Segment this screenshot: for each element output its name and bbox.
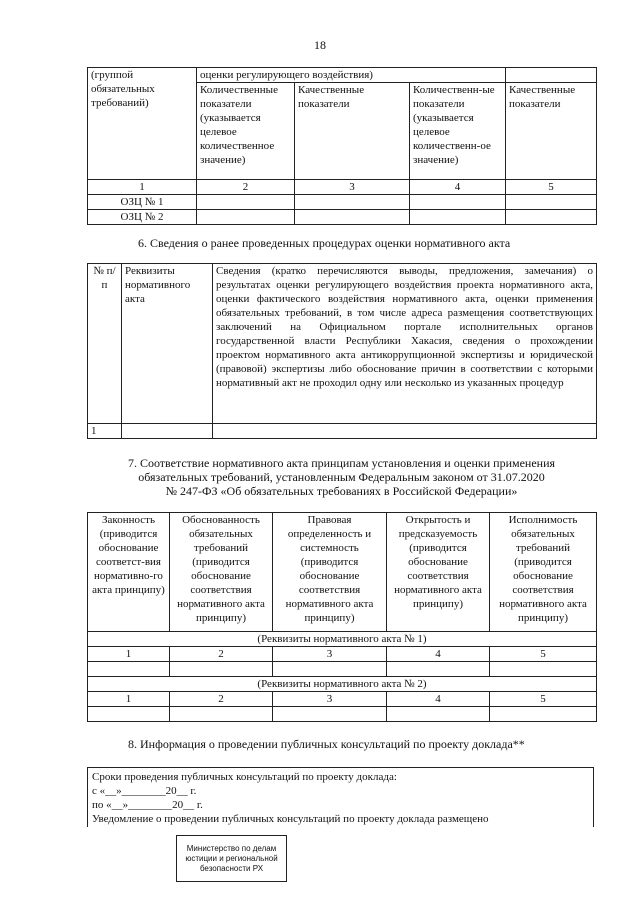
column-number: 1	[88, 692, 170, 707]
section-6-heading: 6. Сведения о ранее проведенных процедурах оценки нормативного акта	[138, 236, 511, 250]
column-number: 4	[410, 180, 506, 195]
column-number: 3	[295, 180, 410, 195]
section-7-heading-line-1: 7. Соответствие нормативного акта принципам установления и оценки применения	[127, 456, 556, 470]
consultations-end-date: по «__»________20__ г.	[92, 799, 203, 811]
column-number: 4	[387, 647, 490, 662]
consultations-box	[87, 767, 594, 827]
column-number: 5	[506, 180, 597, 195]
column-number: 4	[387, 692, 490, 707]
consultations-notice-text: Уведомление о проведении публичных консультаций по проекту доклада размещено	[92, 813, 489, 825]
act-details-header: Реквизиты нормативного акта	[122, 264, 213, 424]
legal-certainty-header: Правовая определенность и системность (приводится обоснование соответствия нормативного акта принципу)	[273, 513, 387, 632]
quantitative-indicators-header-2: Количественн-ые показатели (указывается целевое количественн-ое значение)	[410, 83, 506, 180]
column-number: 1	[88, 180, 197, 195]
ministry-stamp: Министерство по делам юстиции и региональной безопасности РХ	[176, 835, 287, 882]
legality-header: Законность (приводится обоснование соответст-вия нормативно-го акта принципу)	[88, 513, 170, 632]
quantitative-indicators-header: Количественные показатели (указывается целевое количественное значение)	[197, 83, 295, 180]
column-number: 2	[197, 180, 295, 195]
information-header: Сведения (кратко перечисляются выводы, предложения, замечания) о результатах оценки регулирующего воздействия проекта нормативного акта, оценки фактического воздействия нормативного акта, оценки применения обязательных требований, в том числе адреса размещения соответствующих заключений на Официальном портале исполнительных органов государственной власти Республики Хакасия, сведения о прохождении проектом нормативного акта антикоррупционной экспертизы и юридической (правовой) экспертизы либо обоснование причин в соответствии с которыми нормативный акт не проходил одну или несколько из указанных процедур	[213, 264, 597, 424]
openness-header: Открытость и предсказуемость (приводится обоснование соответствия нормативного акта принципу)	[387, 513, 490, 632]
act-2-label: (Реквизиты нормативного акта № 2)	[88, 677, 597, 692]
section-7-heading-line-3: № 247-ФЗ «Об обязательных требованиях в Российской Федерации»	[165, 484, 518, 498]
act-1-label: (Реквизиты нормативного акта № 1)	[88, 632, 597, 647]
section-7-heading-line-2: обязательных требований, установленным Федеральным законом от 31.07.2020	[138, 470, 545, 484]
section-8-heading: 8. Информация о проведении публичных консультаций по проекту доклада**	[128, 737, 525, 751]
column-number: 2	[170, 647, 273, 662]
number-header: № п/п	[88, 264, 122, 424]
previous-procedures-table	[87, 263, 597, 439]
page-number: 18	[314, 38, 326, 52]
column-number: 1	[88, 647, 170, 662]
consultations-start-date: с «__»________20__ г.	[92, 785, 197, 797]
table-row-label: ОЗЦ № 1	[88, 195, 197, 210]
table-row-label: ОЗЦ № 2	[88, 210, 197, 225]
column-number: 5	[490, 692, 597, 707]
evaluation-header-cell: оценки регулирующего воздействия)	[197, 68, 506, 83]
targets-table	[87, 67, 597, 225]
validity-header: Обоснованность обязательных требований (приводится обоснование соответствия нормативного акта принципу)	[170, 513, 273, 632]
column-number: 3	[273, 647, 387, 662]
principles-table	[87, 512, 597, 722]
row-number: 1	[88, 424, 122, 439]
consultations-period-label: Сроки проведения публичных консультаций по проекту доклада:	[92, 771, 397, 783]
column-number: 5	[490, 647, 597, 662]
column-number: 2	[170, 692, 273, 707]
qualitative-indicators-header-2: Качественные показатели	[506, 83, 597, 180]
column-number: 3	[273, 692, 387, 707]
group-header-cell: (группой обязательных требований)	[88, 68, 197, 180]
qualitative-indicators-header: Качественные показатели	[295, 83, 410, 180]
enforceability-header: Исполнимость обязательных требований (приводится обоснование соответствия нормативного акта принципу)	[490, 513, 597, 632]
section-7-heading	[87, 456, 596, 498]
